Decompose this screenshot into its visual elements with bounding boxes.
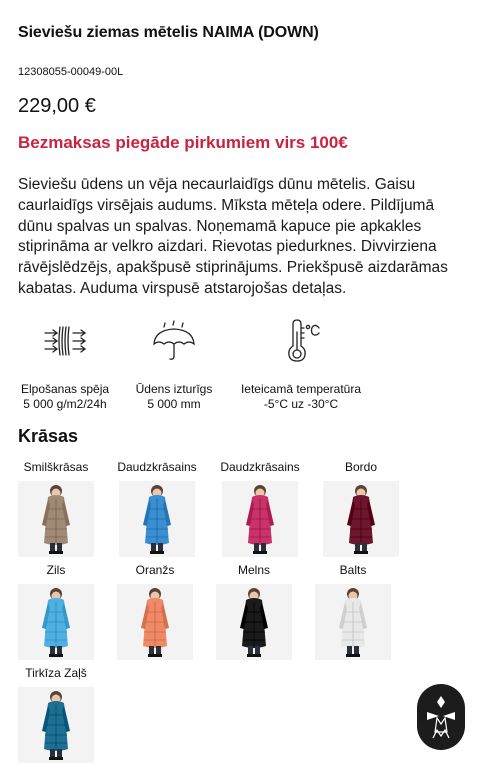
left-leg <box>50 543 55 552</box>
color-thumbnail[interactable] <box>18 687 94 763</box>
feature-value: -5°C uz -30°C <box>263 397 339 411</box>
color-option-name: Tirkīza Zaļš <box>25 666 87 680</box>
color-option-name: Oranžs <box>135 563 175 577</box>
left-shoe <box>49 757 56 760</box>
right-leg <box>158 543 163 552</box>
right-shoe <box>353 654 360 657</box>
right-shoe <box>56 757 63 760</box>
coat-figure <box>315 584 391 660</box>
right-leg <box>57 543 62 552</box>
left-leg <box>50 749 55 758</box>
right-leg <box>57 749 62 758</box>
left-shoe <box>49 654 56 657</box>
color-thumbnail[interactable] <box>18 481 94 557</box>
coat-figure <box>323 481 399 557</box>
umbrella-rain-icon <box>119 310 229 372</box>
color-thumbnail[interactable] <box>323 481 399 557</box>
coat-figure <box>18 687 94 763</box>
colors-heading: Krāsas <box>18 426 79 446</box>
right-leg <box>261 543 266 552</box>
breathability-icon <box>10 310 120 372</box>
color-option-name: Zils <box>46 563 66 577</box>
color-option-name: Balts <box>339 563 367 577</box>
left-leg <box>254 543 259 552</box>
color-option-multicolor-pink[interactable] <box>212 459 308 557</box>
product-title: Sieviešu ziemas mētelis NAIMA (DOWN) <box>18 24 319 41</box>
color-thumbnail-selected[interactable] <box>117 584 193 660</box>
coat-figure <box>18 584 94 660</box>
right-leg <box>156 646 161 655</box>
color-thumbnail[interactable] <box>216 584 292 660</box>
color-option-blue[interactable] <box>8 562 104 660</box>
color-option-name: Bordo <box>344 460 378 474</box>
feature-label: Ieteicamā temperatūra <box>240 382 362 396</box>
feature-value: 5 000 g/m2/24h <box>23 397 107 411</box>
brand-logo-icon <box>417 684 465 750</box>
feature-temperature <box>232 310 370 412</box>
left-shoe <box>49 551 56 554</box>
right-shoe <box>157 551 164 554</box>
color-option-black[interactable] <box>206 562 302 660</box>
product-sku: 12308055-00049-00L <box>18 66 124 78</box>
right-leg <box>354 646 359 655</box>
left-leg <box>347 646 352 655</box>
left-shoe <box>150 551 157 554</box>
feature-value: 5 000 mm <box>147 397 201 411</box>
feature-label: Ūdens izturīgs <box>135 382 213 396</box>
left-shoe <box>148 654 155 657</box>
thermometer-icon <box>232 310 370 372</box>
left-leg <box>248 646 253 655</box>
color-option-orange[interactable] <box>107 562 203 660</box>
color-option-turquoise[interactable] <box>8 665 104 763</box>
right-shoe <box>56 654 63 657</box>
left-leg <box>50 646 55 655</box>
brand-badge[interactable] <box>417 684 465 750</box>
color-option-name: Daudzkrāsains <box>117 460 197 474</box>
product-description: Sieviešu ūdens un vēja necaurlaidīgs dūnu mētelis. Gaisu caurlaidīgs virsējais audums. Mīksta mēteļa odere. Pildījumā dūnu spalvas un spalvas. Noņemamā kapuce pie apkakles stiprināma ar velkro aizdari. Rievotas piedurknes. Divvirziena rāvējslēdzējs, apakšpusē stiprinājums. Priekšpusē aizdarāmas kabatas. Auduma virspusē atstarojošas detaļas. <box>18 176 448 297</box>
coat-figure <box>18 481 94 557</box>
left-shoe <box>253 551 260 554</box>
feature-waterproof <box>119 310 229 412</box>
coat-figure <box>117 584 193 660</box>
right-shoe <box>56 551 63 554</box>
right-shoe <box>361 551 368 554</box>
left-shoe <box>346 654 353 657</box>
color-option-name: Melns <box>237 563 270 577</box>
left-shoe <box>354 551 361 554</box>
color-thumbnail[interactable] <box>222 481 298 557</box>
color-thumbnail[interactable] <box>18 584 94 660</box>
coat-figure <box>216 584 292 660</box>
color-option-name: Daudzkrāsains <box>220 460 300 474</box>
color-option-multicolor-blue[interactable] <box>109 459 205 557</box>
color-option-white[interactable] <box>305 562 401 660</box>
right-leg <box>362 543 367 552</box>
feature-label: Elpošanas spēja <box>20 382 110 396</box>
right-shoe <box>155 654 162 657</box>
left-leg <box>149 646 154 655</box>
color-thumbnail[interactable] <box>315 584 391 660</box>
right-shoe <box>260 551 267 554</box>
coat-figure <box>222 481 298 557</box>
left-leg <box>151 543 156 552</box>
right-leg <box>57 646 62 655</box>
color-option-sand[interactable] <box>8 459 104 557</box>
color-option-burgundy[interactable] <box>313 459 409 557</box>
left-leg <box>355 543 360 552</box>
left-shoe <box>247 654 254 657</box>
product-price: 229,00 € <box>18 95 96 117</box>
color-thumbnail[interactable] <box>119 481 195 557</box>
free-shipping-promo: Bezmaksas piegāde pirkumiem virs 100€ <box>18 133 348 152</box>
right-leg <box>255 646 260 655</box>
color-option-name: Smilškrāsas <box>23 460 89 474</box>
right-shoe <box>254 654 261 657</box>
feature-breathability <box>10 310 120 412</box>
coat-figure <box>119 481 195 557</box>
